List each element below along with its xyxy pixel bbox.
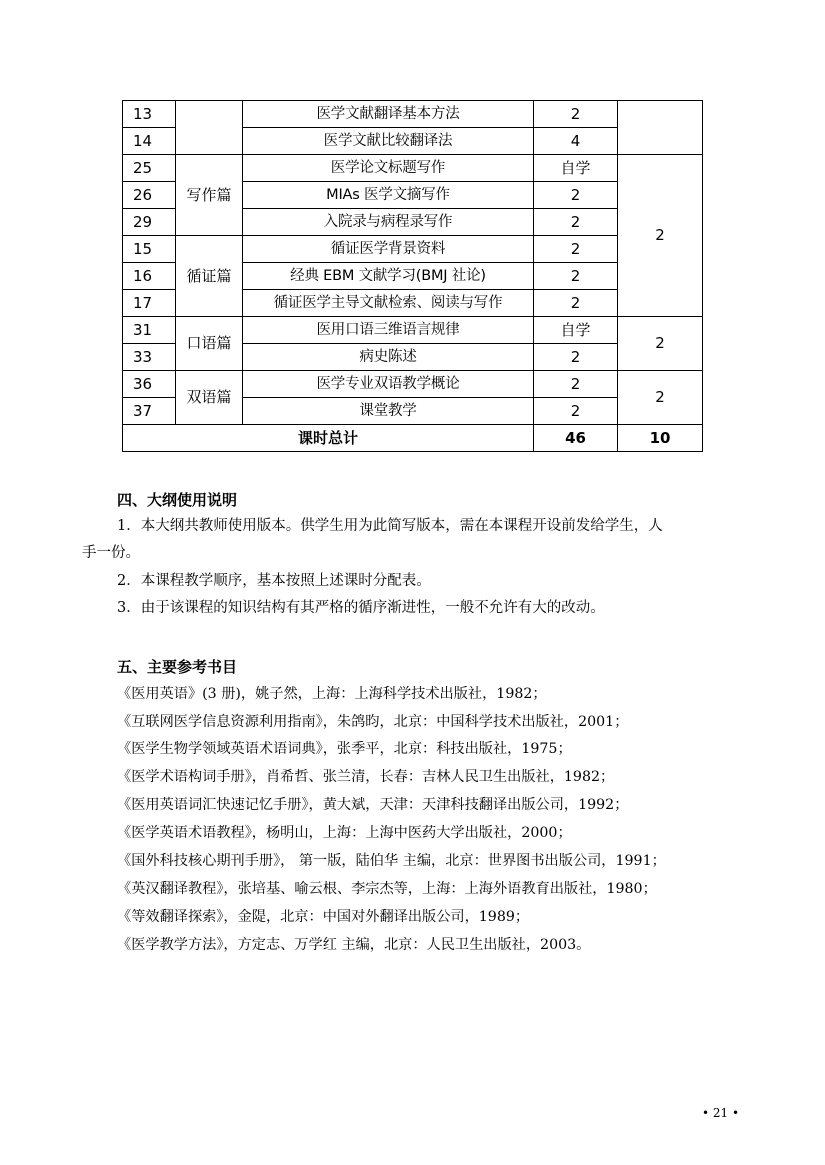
lesson-topic: 医学文献比较翻译法	[243, 128, 534, 155]
extra-hours-bilingual: 2	[618, 371, 703, 425]
lesson-number: 15	[123, 236, 176, 263]
lesson-topic: 医学文献翻译基本方法	[243, 101, 534, 128]
total-extra-hours: 10	[618, 425, 703, 452]
table-row	[123, 155, 703, 182]
lesson-hours: 4	[534, 128, 618, 155]
reference-item: 《英汉翻译教程》，张培基、喻云根、李宗杰等，上海：上海外语教育出版社，1980；	[117, 881, 657, 897]
reference-item: 《医用英语词汇快速记忆手册》，黄大斌，天津：天津科技翻译出版公司，1992；	[117, 797, 629, 813]
table-row	[123, 317, 703, 344]
lesson-hours: 2	[534, 398, 618, 425]
section-writing: 写作篇	[176, 155, 243, 236]
lesson-number: 29	[123, 209, 176, 236]
reference-item: 《互联网医学信息资源利用指南》，朱鸽昀，北京：中国科学技术出版社，2001；	[117, 714, 629, 730]
total-hours: 46	[534, 425, 618, 452]
lesson-number: 33	[123, 344, 176, 371]
reference-item: 《医学英语术语教程》，杨明山，上海：上海中医药大学出版社，2000；	[117, 825, 572, 841]
paragraph-3: 3．由于该课程的知识结构有其严格的循序渐进性，一般不允许有大的改动。	[117, 600, 605, 616]
paragraph-1-line-2: 手一份。	[82, 545, 140, 561]
lesson-topic: 课堂教学	[243, 398, 534, 425]
table-row	[123, 101, 703, 128]
lesson-topic: MIAs 医学文摘写作	[243, 182, 534, 209]
paragraph-2: 2．本课程教学顺序，基本按照上述课时分配表。	[117, 573, 431, 589]
total-label: 课时总计	[123, 425, 534, 452]
lesson-hours: 2	[534, 290, 618, 317]
section-5-heading: 五、主要参考书目	[117, 658, 238, 676]
lesson-hours: 2	[534, 236, 618, 263]
table-row	[123, 236, 703, 263]
lesson-topic: 经典 EBM 文献学习(BMJ 社论)	[243, 263, 534, 290]
reference-item: 《医学术语构词手册》，肖希哲、张兰清，长春：吉林人民卫生出版社，1982；	[117, 769, 615, 785]
reference-item: 《国外科技核心期刊手册》， 第一版，陆伯华 主编，北京：世界图书出版公司，1991；	[117, 853, 666, 869]
reference-item: 《医学生物学领域英语术语词典》，张季平，北京：科技出版社，1975；	[117, 741, 572, 757]
lesson-topic: 医学论文标题写作	[243, 155, 534, 182]
lesson-topic: 病史陈述	[243, 344, 534, 371]
lesson-hours: 2	[534, 182, 618, 209]
lesson-number: 16	[123, 263, 176, 290]
lesson-topic: 医用口语三维语言规律	[243, 317, 534, 344]
page-number: • 21 •	[702, 1106, 740, 1120]
lesson-topic: 循证医学背景资料	[243, 236, 534, 263]
course-hours-table	[122, 100, 703, 452]
lesson-number: 31	[123, 317, 176, 344]
section-ebm: 循证篇	[176, 236, 243, 317]
section-4-heading: 四、大纲使用说明	[117, 491, 238, 509]
lesson-number: 17	[123, 290, 176, 317]
reference-item: 《医学教学方法》，方定志、万学红 主编，北京：人民卫生出版社，2003。	[117, 937, 591, 953]
lesson-topic: 入院录与病程录写作	[243, 209, 534, 236]
lesson-hours: 2	[534, 101, 618, 128]
extra-hours-block: 2	[618, 155, 703, 317]
lesson-topic: 医学专业双语教学概论	[243, 371, 534, 398]
paragraph-1-line-1: 1．本大纲共教师使用版本。供学生用为此简写版本，需在本课程开设前发给学生，人	[117, 518, 663, 534]
extra-hours-oral: 2	[618, 317, 703, 371]
lesson-hours: 2	[534, 209, 618, 236]
lesson-topic: 循证医学主导文献检索、阅读与写作	[243, 290, 534, 317]
lesson-hours: 2	[534, 344, 618, 371]
lesson-number: 25	[123, 155, 176, 182]
section-oral: 口语篇	[176, 317, 243, 371]
total-row	[123, 425, 703, 452]
reference-item: 《医用英语》(3 册)，姚子然，上海：上海科学技术出版社，1982；	[117, 686, 547, 702]
lesson-hours: 自学	[534, 317, 618, 344]
extra-hours-empty	[618, 101, 703, 155]
lesson-hours: 自学	[534, 155, 618, 182]
lesson-number: 14	[123, 128, 176, 155]
section-bilingual: 双语篇	[176, 371, 243, 425]
lesson-number: 36	[123, 371, 176, 398]
reference-item: 《等效翻译探索》，金隄，北京：中国对外翻译出版公司，1989；	[117, 909, 530, 925]
lesson-hours: 2	[534, 263, 618, 290]
lesson-hours: 2	[534, 371, 618, 398]
section-cell-empty	[176, 101, 243, 155]
lesson-number: 26	[123, 182, 176, 209]
lesson-number: 13	[123, 101, 176, 128]
table-row	[123, 371, 703, 398]
lesson-number: 37	[123, 398, 176, 425]
